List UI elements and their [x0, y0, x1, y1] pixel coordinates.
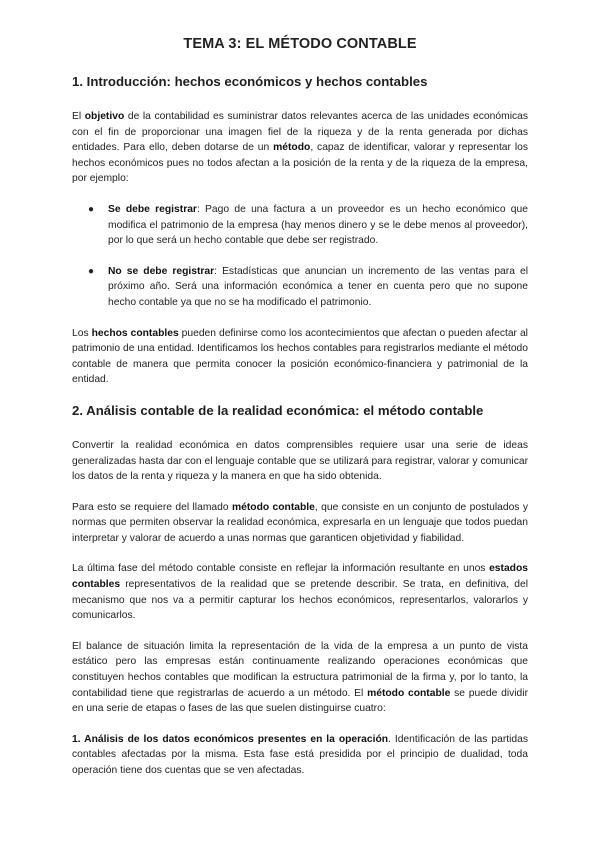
example-list	[72, 202, 528, 311]
bold-term-hechos-contables: hechos contables	[91, 327, 179, 339]
text-run: , capaz de identificar, valorar y representar los hechos económicos pues no todos afectan a la posición de la renta y de la riqueza de la empresa, por ejemplo:	[72, 142, 528, 185]
text-run: El balance de situación limita la representación de la vida de la empresa a un punto de vista estático pero las empresas están continuamente realizando operaciones económicas que constituyen hechos contables que modifican la estructura patrimonial de la firma y, por lo tanto, la contabilidad tiene que registrarlas de acuerdo a un método. El	[72, 640, 528, 699]
bold-term-metodo-contable: método contable	[231, 501, 315, 513]
section-2-paragraph-4	[72, 639, 528, 717]
bullet-label: Se debe registrar	[108, 203, 197, 215]
section-2-paragraph-2	[72, 500, 528, 547]
bold-term-metodo: método	[273, 142, 311, 154]
bullet-text: : Pago de una factura a un proveedor es un hecho económico que modifica el patrimonio de la empresa (hay menos dinero y se le debe menos al proveedor), por lo que será un hecho contable que debe ser registrado.	[108, 203, 528, 247]
section-2-heading: 2. Análisis contable de la realidad económica: el método contable	[72, 402, 484, 418]
list-item	[88, 264, 528, 311]
section-2-paragraph-3	[72, 561, 528, 623]
text-run: . Identificación de las partidas contables afectadas por la misma. Esta fase está presidida por el principio de dualidad, toda operación tiene dos cuentas que se ven afectadas.	[72, 733, 528, 776]
section-2-paragraph-5	[72, 732, 528, 779]
bullet-text: : Estadísticas que anuncian un incremento de las ventas para el próximo año. Será una información económica a tener en cuenta pero que no supone hecho contable ya que no se ha modificado el patrimonio.	[108, 265, 528, 308]
text-run: La última fase del método contable consiste en reflejar la información resultante en unos	[72, 563, 490, 575]
section-1-paragraph-2	[72, 326, 528, 388]
text-run: pueden definirse como los acontecimientos que afectan o pueden afectar al patrimonio de una entidad. Identificamos los hechos contables para registrarlos mediante el método contable de manera que permita conocer la posición económico-financiera y patrimonial de la entidad.	[72, 327, 528, 386]
text-run: se puede dividir en una serie de etapas o fases de las que suelen distinguirse cuatro:	[72, 687, 529, 715]
text-run: , que consiste en un conjunto de postulados y normas que permiten observar la realidad económica, expresarla en un lenguaje que todos puedan interpretar y valorar de acuerdo a unas normas que garanticen objetividad y fiabilidad.	[72, 501, 528, 544]
bold-term-objetivo: objetivo	[84, 111, 125, 122]
text-run: representativos de la realidad que se pretende describir. Se trata, en definitiva, del mecanismo que nos va a permitir capturar los hechos económicos, representarlos, valorarlos y comunicarlos.	[72, 579, 528, 622]
text-run: El	[72, 111, 85, 122]
bold-term-estados-contables: estados contables	[72, 563, 528, 591]
text-run: Los	[72, 327, 92, 339]
section-1-heading: 1. Introducción: hechos económicos y hechos contables	[72, 74, 428, 89]
text-run: Para esto se requiere del llamado	[72, 501, 232, 513]
bullet-icon: ●	[88, 203, 95, 215]
bullet-icon: ●	[88, 265, 95, 277]
text-run: de la contabilidad es suministrar datos relevantes acerca de las unidades económicas con el fin de proporcionar una imagen fiel de la riqueza y de la renta generada por dichas entidades. Para ello, deben dotarse de un	[72, 111, 528, 154]
list-item	[88, 202, 528, 249]
bullet-label: No se debe registrar	[108, 265, 215, 277]
document-title: TEMA 3: EL MÉTODO CONTABLE	[183, 36, 417, 52]
section-2-paragraph-1: Convertir la realidad económica en datos comprensibles requiere usar una serie de ideas generalizadas hasta dar con el lenguaje contable que se utilizará para registrar, valorar y comunicar los datos de la renta y riqueza y la manera en que ha sido obtenida.	[72, 439, 528, 483]
section-1-paragraph-1	[72, 109, 528, 187]
bold-step-title: 1. Análisis de los datos económicos presentes en la operación	[72, 733, 389, 745]
bold-term-metodo-contable: método contable	[367, 687, 451, 699]
